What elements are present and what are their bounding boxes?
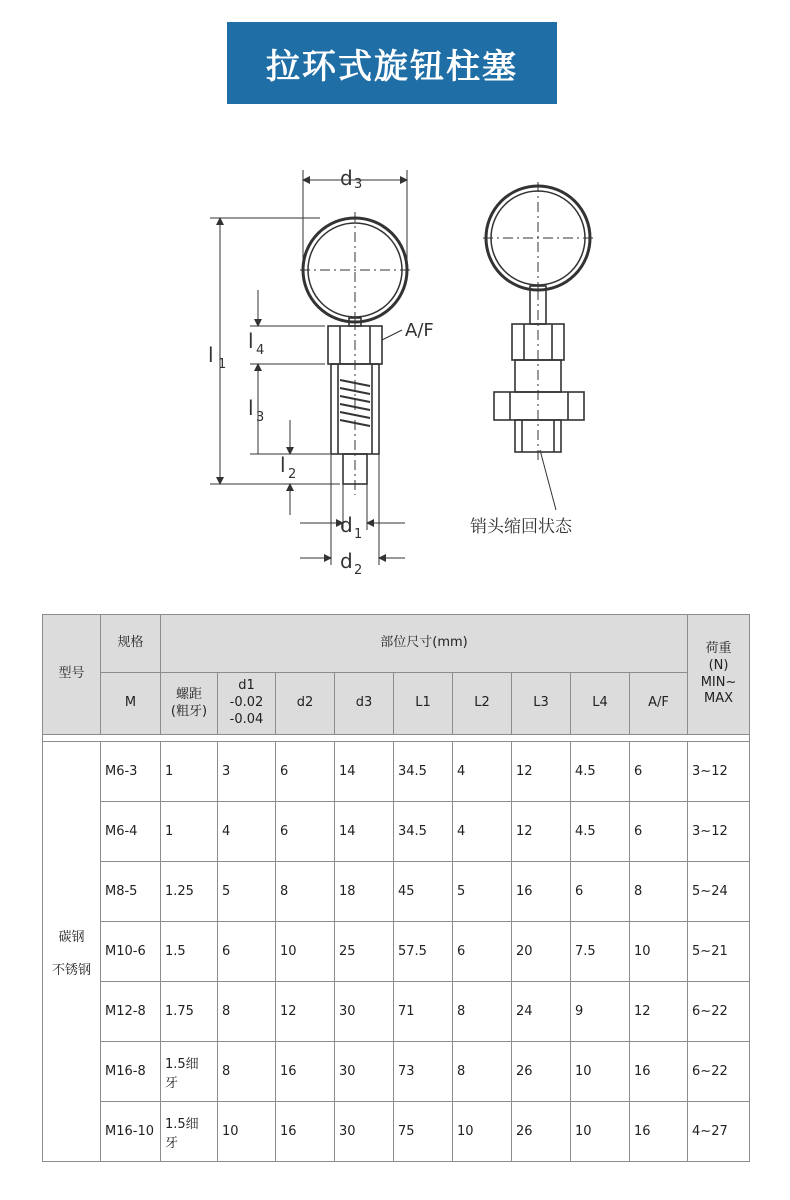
- cell-d1: 3: [218, 742, 276, 802]
- table-row: [43, 982, 750, 1042]
- svg-text:3: 3: [354, 177, 363, 192]
- cell-d3: 14: [335, 742, 394, 802]
- cell-d3: 18: [335, 862, 394, 922]
- svg-text:3: 3: [256, 410, 265, 425]
- header-l2: L2: [453, 673, 512, 735]
- cell-d3: 30: [335, 1102, 394, 1162]
- svg-text:4: 4: [256, 343, 265, 358]
- svg-text:l: l: [208, 343, 214, 367]
- header-l4: L4: [571, 673, 630, 735]
- technical-drawing: [0, 150, 790, 590]
- svg-text:l: l: [248, 396, 254, 420]
- cell-d2: 16: [276, 1042, 335, 1102]
- cell-d1: 6: [218, 922, 276, 982]
- cell-m: M8-5: [101, 862, 161, 922]
- svg-text:1: 1: [218, 357, 227, 372]
- cell-m: M6-4: [101, 802, 161, 862]
- plunger-side-view: [300, 212, 410, 495]
- cell-d1: 8: [218, 982, 276, 1042]
- cell-d2: 16: [276, 1102, 335, 1162]
- cell-pitch: 1.5: [161, 922, 218, 982]
- cell-pitch: 1.75: [161, 982, 218, 1042]
- table-row: [43, 922, 750, 982]
- header-pitch: 螺距 (粗牙): [161, 673, 218, 735]
- material-cell: 碳钢 不锈钢: [43, 742, 101, 1162]
- cell-d2: 6: [276, 742, 335, 802]
- cell-l1: 71: [394, 982, 453, 1042]
- header-m: M: [101, 673, 161, 735]
- cell-l1: 45: [394, 862, 453, 922]
- header-af: A/F: [630, 673, 688, 735]
- svg-text:d: d: [340, 513, 353, 537]
- cell-l3: 26: [512, 1102, 571, 1162]
- cell-l2: 8: [453, 1042, 512, 1102]
- svg-text:1: 1: [354, 527, 363, 542]
- cell-l2: 6: [453, 922, 512, 982]
- header-l1: L1: [394, 673, 453, 735]
- cell-d3: 14: [335, 802, 394, 862]
- cell-af: 16: [630, 1102, 688, 1162]
- cell-af: 6: [630, 742, 688, 802]
- cell-l3: 24: [512, 982, 571, 1042]
- cell-l1: 75: [394, 1102, 453, 1162]
- cell-af: 12: [630, 982, 688, 1042]
- svg-text:2: 2: [354, 563, 363, 578]
- cell-d2: 12: [276, 982, 335, 1042]
- cell-l4: 7.5: [571, 922, 630, 982]
- table-row: [43, 862, 750, 922]
- page-title: 拉环式旋钮柱塞: [227, 22, 557, 104]
- cell-l3: 26: [512, 1042, 571, 1102]
- cell-load: 4~27: [688, 1102, 750, 1162]
- cell-load: 6~22: [688, 982, 750, 1042]
- cell-load: 3~12: [688, 802, 750, 862]
- cell-load: 6~22: [688, 1042, 750, 1102]
- cell-l1: 57.5: [394, 922, 453, 982]
- retracted-state-label: 销头缩回状态: [470, 517, 572, 537]
- header-d2: d2: [276, 673, 335, 735]
- cell-l1: 34.5: [394, 802, 453, 862]
- cell-pitch: 1.25: [161, 862, 218, 922]
- cell-pitch: 1: [161, 742, 218, 802]
- cell-pitch: 1: [161, 802, 218, 862]
- cell-d1: 10: [218, 1102, 276, 1162]
- header-model: 型号: [43, 615, 101, 735]
- cell-l3: 12: [512, 802, 571, 862]
- cell-af: 16: [630, 1042, 688, 1102]
- cell-pitch: 1.5细 牙: [161, 1042, 218, 1102]
- cell-l4: 4.5: [571, 742, 630, 802]
- table-row: [43, 742, 750, 802]
- header-d3: d3: [335, 673, 394, 735]
- cell-l4: 10: [571, 1102, 630, 1162]
- cell-d1: 5: [218, 862, 276, 922]
- cell-l4: 9: [571, 982, 630, 1042]
- cell-d3: 30: [335, 982, 394, 1042]
- svg-text:A/F: A/F: [405, 320, 434, 341]
- cell-load: 5~24: [688, 862, 750, 922]
- cell-pitch: 1.5细 牙: [161, 1102, 218, 1162]
- cell-d1: 8: [218, 1042, 276, 1102]
- cell-af: 10: [630, 922, 688, 982]
- svg-text:l: l: [280, 453, 286, 477]
- cell-d2: 10: [276, 922, 335, 982]
- cell-l3: 20: [512, 922, 571, 982]
- cell-l4: 10: [571, 1042, 630, 1102]
- dimension-labels: [208, 166, 434, 578]
- table-row: [43, 1042, 750, 1102]
- header-dims: 部位尺寸(mm): [161, 615, 688, 673]
- cell-m: M12-8: [101, 982, 161, 1042]
- cell-l2: 10: [453, 1102, 512, 1162]
- cell-m: M16-10: [101, 1102, 161, 1162]
- cell-d3: 30: [335, 1042, 394, 1102]
- cell-l2: 4: [453, 742, 512, 802]
- svg-text:d: d: [340, 166, 353, 190]
- cell-m: M16-8: [101, 1042, 161, 1102]
- svg-text:l: l: [248, 329, 254, 353]
- cell-m: M10-6: [101, 922, 161, 982]
- cell-l3: 12: [512, 742, 571, 802]
- cell-d2: 8: [276, 862, 335, 922]
- cell-load: 5~21: [688, 922, 750, 982]
- cell-l1: 34.5: [394, 742, 453, 802]
- cell-load: 3~12: [688, 742, 750, 802]
- svg-text:2: 2: [288, 467, 297, 482]
- cell-l2: 5: [453, 862, 512, 922]
- cell-l2: 4: [453, 802, 512, 862]
- cell-l1: 73: [394, 1042, 453, 1102]
- cell-af: 8: [630, 862, 688, 922]
- cell-l4: 4.5: [571, 802, 630, 862]
- cell-af: 6: [630, 802, 688, 862]
- header-load: 荷重 (N) MIN~ MAX: [688, 615, 750, 735]
- cell-d1: 4: [218, 802, 276, 862]
- svg-text:d: d: [340, 549, 353, 573]
- cell-d2: 6: [276, 802, 335, 862]
- cell-d3: 25: [335, 922, 394, 982]
- cell-m: M6-3: [101, 742, 161, 802]
- header-d1: d1 -0.02 -0.04: [218, 673, 276, 735]
- header-spec: 规格: [101, 615, 161, 673]
- table-row: [43, 802, 750, 862]
- spec-table: [42, 614, 750, 1162]
- cell-l3: 16: [512, 862, 571, 922]
- cell-l2: 8: [453, 982, 512, 1042]
- cell-l4: 6: [571, 862, 630, 922]
- plunger-retracted-view: [483, 182, 593, 510]
- header-l3: L3: [512, 673, 571, 735]
- table-row: [43, 1102, 750, 1162]
